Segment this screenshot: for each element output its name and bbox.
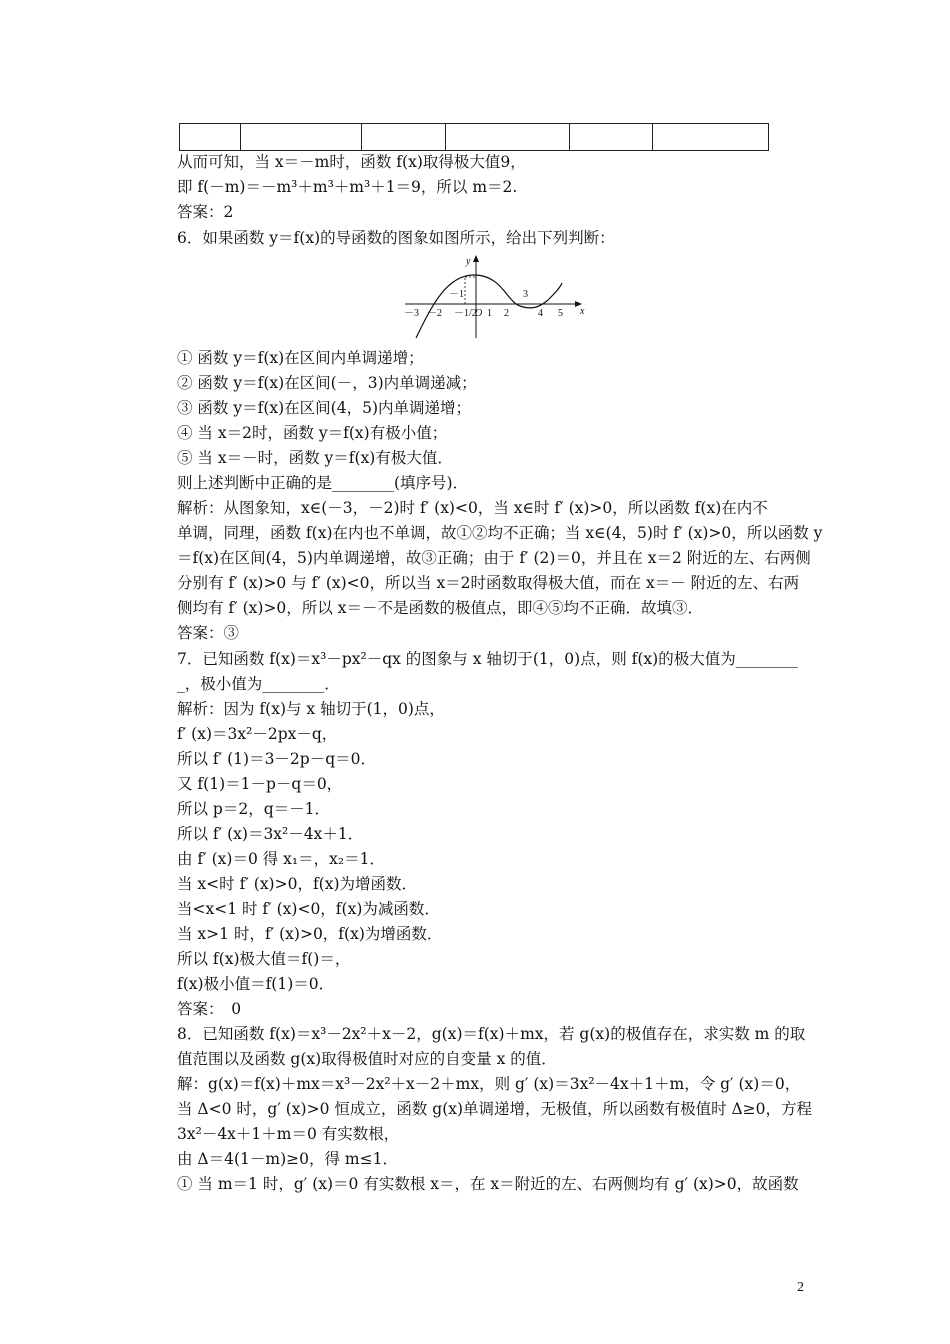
answer-line: 答案：③	[177, 624, 240, 642]
solution-line: 3x²－4x＋1＋m＝0 有实数根，	[177, 1125, 400, 1143]
analysis-line: 所以 f(x)极大值＝f()＝，	[177, 950, 351, 968]
analysis-line: f′ (x)＝3x²－2px－q，	[177, 725, 338, 743]
page-number: 2	[797, 1280, 804, 1295]
analysis-line: 由 f′ (x)＝0 得 x₁＝，x₂＝1．	[177, 850, 385, 868]
analysis-line: f(x)极小值＝f(1)＝0．	[177, 975, 335, 993]
solution-line: 当 Δ<0 时，g′ (x)>0 恒成立，函数 g(x)单调递增，无极值，所以函数有极值时 Δ≥0，方程	[177, 1100, 813, 1118]
analysis-line: 分别有 f′ (x)>0 与 f′ (x)<0，所以当 x＝2时函数取得极大值，而在 x＝－ 附近的左、右两	[177, 574, 800, 592]
question-8: 8．已知函数 f(x)＝x³－2x²＋x－2，g(x)＝f(x)＋mx，若 g(x)的极值存在，求实数 m 的取	[177, 1025, 806, 1043]
analysis-line: 所以 f′ (x)＝3x²－4x＋1．	[177, 825, 364, 843]
table-cell	[653, 124, 769, 151]
analysis-line: 解析：从图象知，x∈(－3，－2)时 f′ (x)<0，当 x∈时 f′ (x)>0，所以函数 f(x)在内不	[177, 499, 768, 517]
tick-label: 2	[504, 308, 509, 319]
answer-line: 答案： 0	[177, 1000, 242, 1018]
text-line: 值范围以及函数 g(x)取得极值时对应的自变量 x 的值．	[177, 1050, 557, 1068]
tick-label: 4	[538, 308, 543, 319]
tick-label: －3	[404, 308, 419, 319]
text-line: _，极小值为________．	[177, 675, 340, 693]
x-axis-label: x	[580, 306, 585, 317]
tick-label: －2	[427, 308, 442, 319]
table-cell	[241, 124, 362, 151]
table-cell	[570, 124, 653, 151]
analysis-line: 所以 p＝2，q＝－1．	[177, 800, 330, 818]
text-line: 则上述判断中正确的是________(填序号)．	[177, 474, 469, 492]
top-table-fragment	[179, 123, 769, 151]
option-2: ② 函数 y＝f(x)在区间(－，3)内单调递减；	[177, 374, 477, 392]
tick-label: －1/2	[454, 308, 477, 319]
text-line: 即 f(－m)＝－m³＋m³＋m³＋1＝9，所以 m＝2.	[177, 178, 518, 196]
analysis-line: 单调，同理，函数 f(x)在内也不单调，故①②均不正确；当 x∈(4，5)时 f′ (x)>0，所以函数 y	[177, 524, 823, 542]
tick-label: 5	[558, 308, 563, 319]
question-7: 7．已知函数 f(x)＝x³－px²－qx 的图象与 x 轴切于(1，0)点，则 f(x)的极大值为________	[177, 650, 798, 668]
analysis-line: 当 x<时 f′ (x)>0，f(x)为增函数．	[177, 875, 418, 893]
option-4: ④ 当 x＝2时，函数 y＝f(x)有极小值；	[177, 424, 448, 442]
solution-line: ① 当 m＝1 时，g′ (x)＝0 有实数根 x＝，在 x＝附近的左、右两侧均有 g′ (x)>0，故函数	[177, 1175, 799, 1193]
tick-label: 3	[523, 289, 528, 300]
analysis-line: 侧均有 f′ (x)>0，所以 x＝－不是函数的极值点，即④⑤均不正确．故填③．	[177, 599, 703, 617]
analysis-line: 解析：因为 f(x)与 x 轴切于(1，0)点，	[177, 700, 445, 718]
curve	[416, 275, 562, 338]
tick-label: －1	[449, 289, 464, 300]
analysis-line: 又 f(1)＝1－p－q＝0，	[177, 775, 343, 793]
option-3: ③ 函数 y＝f(x)在区间(4，5)内单调递增；	[177, 399, 472, 417]
answer-line: 答案：2	[177, 203, 234, 221]
analysis-line: ＝f(x)在区间(4，5)内单调递增，故③正确；由于 f′ (2)＝0，并且在 x＝2 附近的左、右两侧	[177, 549, 811, 567]
table-cell	[362, 124, 446, 151]
text-line: 从而可知，当 x＝－m时，函数 f(x)取得极大值9，	[177, 153, 526, 171]
origin-label: O	[475, 308, 483, 319]
solution-line: 解：g(x)＝f(x)＋mx＝x³－2x²＋x－2＋mx，则 g′ (x)＝3x²－4x＋1＋m，令 g′ (x)＝0，	[177, 1075, 801, 1093]
derivative-graph	[402, 250, 588, 342]
solution-line: 由 Δ＝4(1－m)≥0，得 m≤1．	[177, 1150, 398, 1168]
tick-label: 1	[487, 308, 492, 319]
question-6: 6．如果函数 y＝f(x)的导函数的图象如图所示，给出下列判断：	[177, 229, 615, 247]
analysis-line: 所以 f′ (1)＝3－2p－q＝0．	[177, 750, 376, 768]
option-5: ⑤ 当 x＝－时，函数 y＝f(x)有极大值．	[177, 449, 453, 467]
y-axis-label: y	[466, 256, 471, 267]
analysis-line: 当 x>1 时，f′ (x)>0，f(x)为增函数．	[177, 925, 443, 943]
analysis-line: 当<x<1 时 f′ (x)<0，f(x)为减函数．	[177, 900, 440, 918]
y-axis-arrow-icon	[473, 255, 479, 262]
table-cell	[446, 124, 570, 151]
option-1: ① 函数 y＝f(x)在区间内单调递增；	[177, 349, 424, 367]
table-cell	[180, 124, 241, 151]
